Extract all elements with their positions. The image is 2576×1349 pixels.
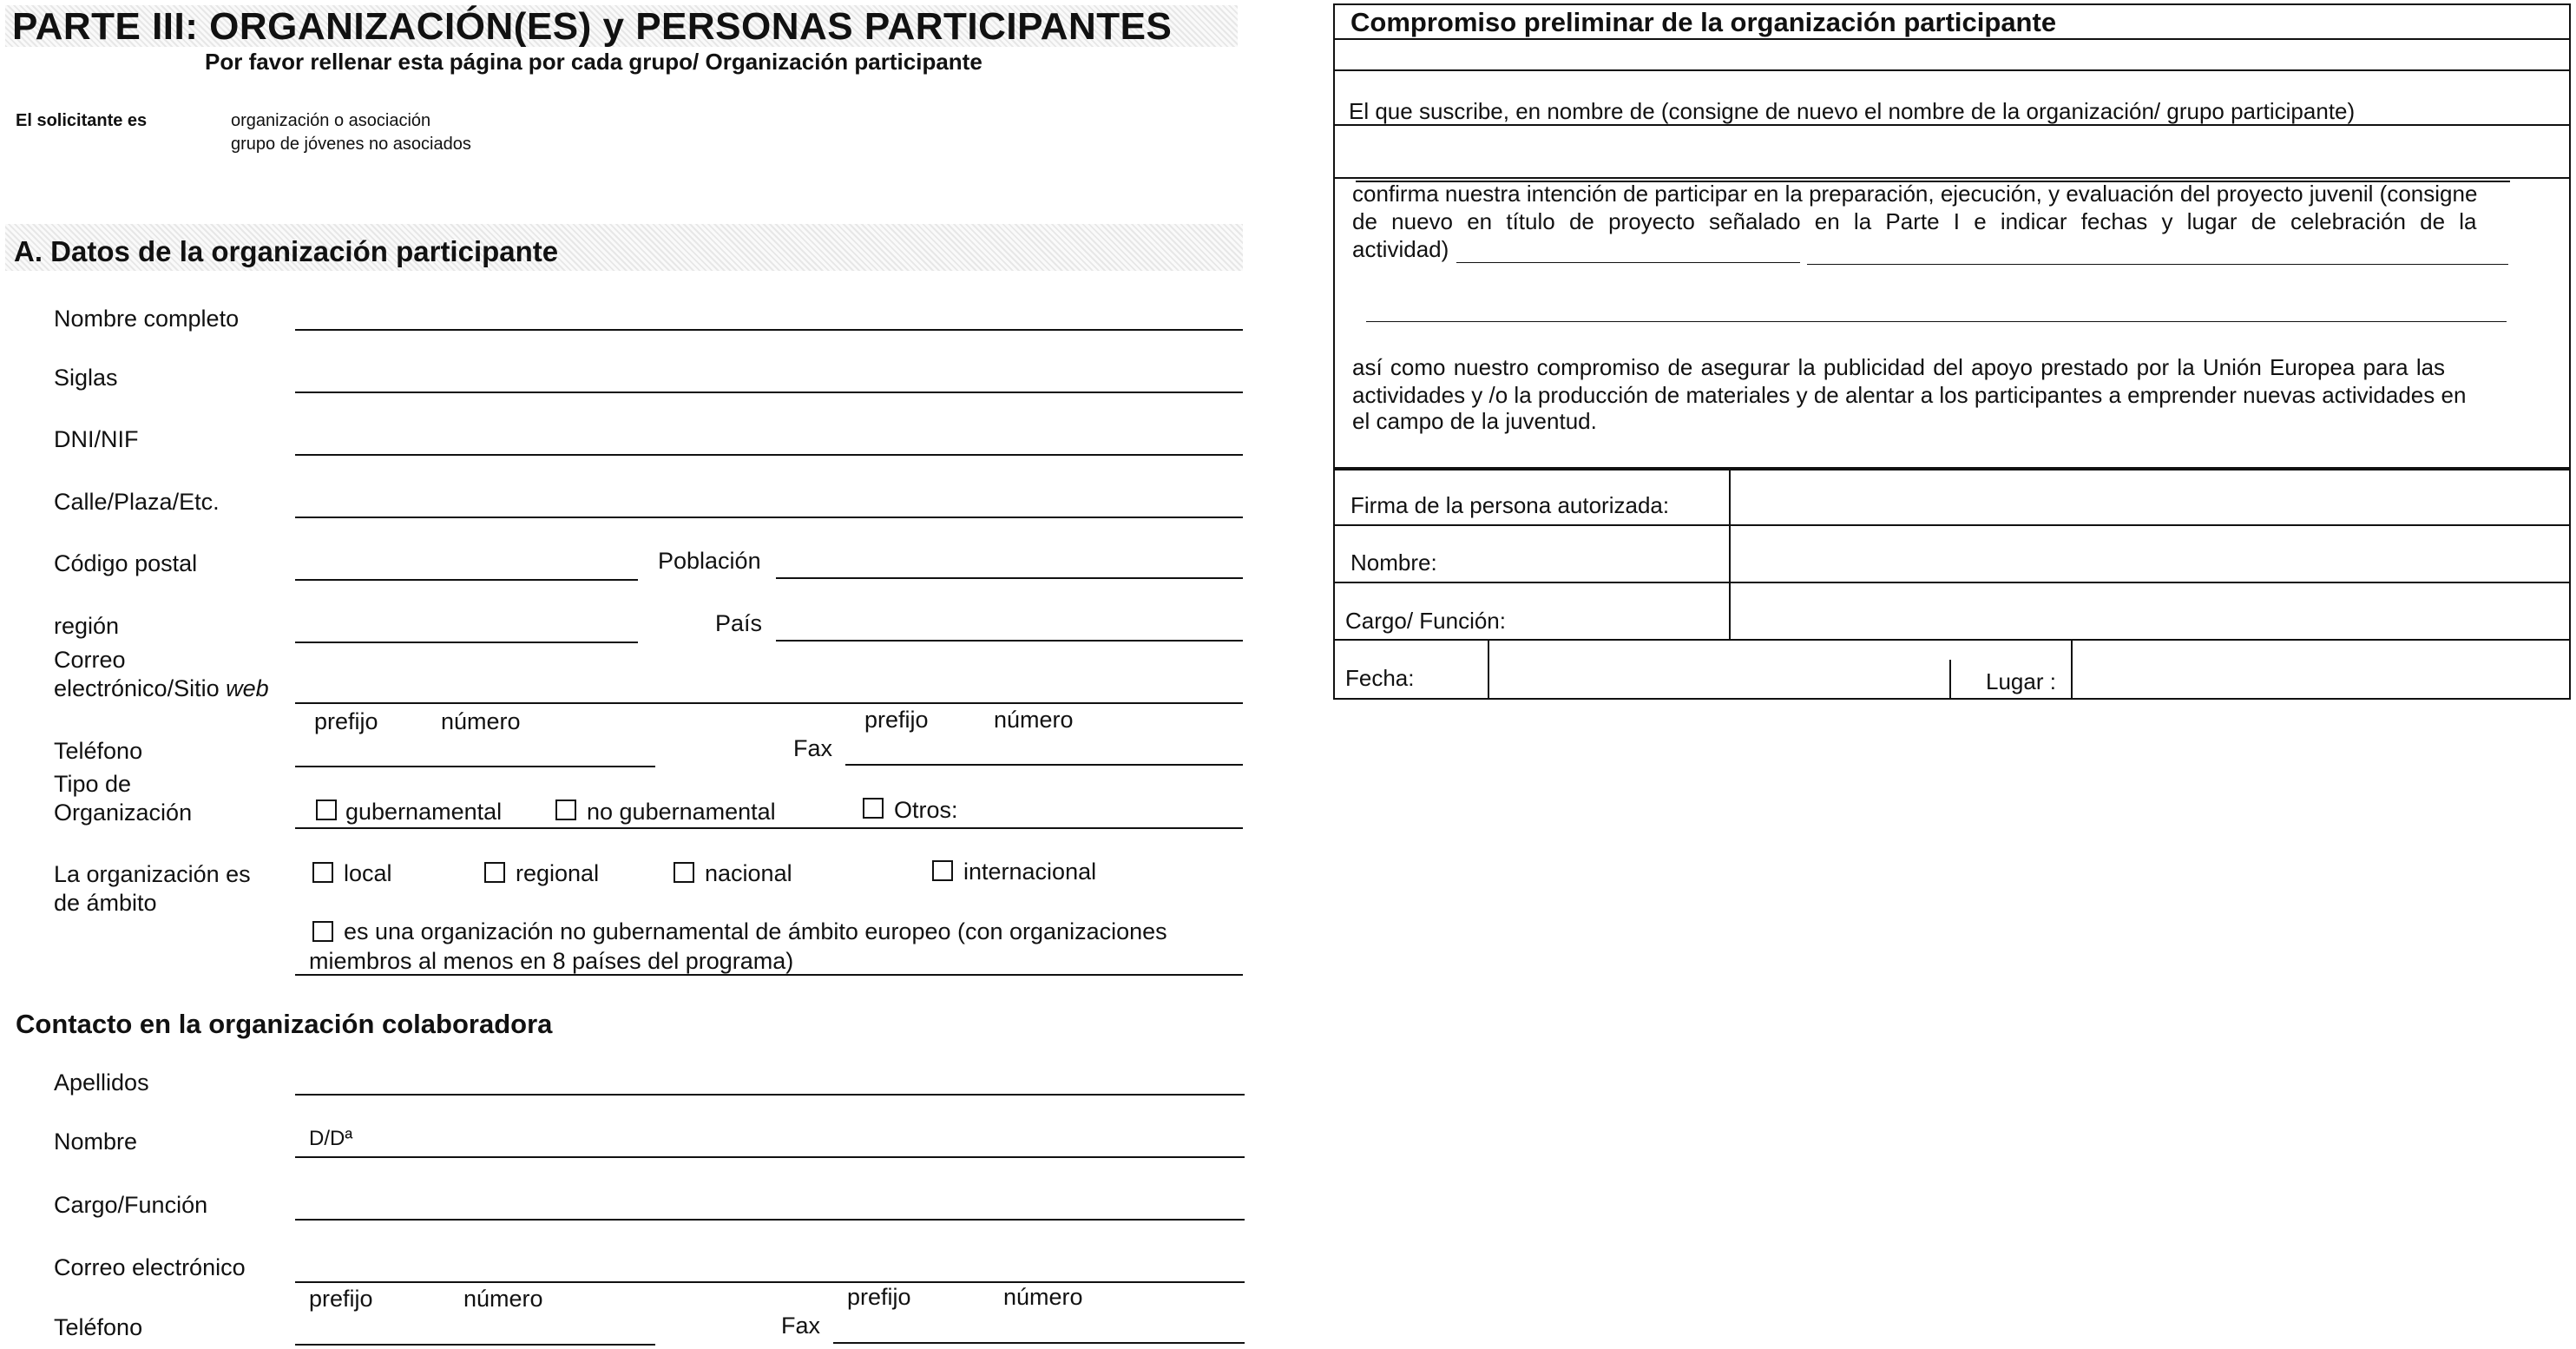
checkbox-internacional[interactable] (932, 860, 953, 881)
input-pais[interactable] (776, 640, 1243, 642)
input-correo-web[interactable] (295, 702, 1243, 704)
commitment-divider-1 (1333, 38, 2571, 40)
input-signer-nombre[interactable] (1732, 528, 2567, 580)
label-dd: D/Dª (309, 1127, 353, 1150)
label-siglas: Siglas (54, 365, 118, 391)
label-ambito-line2: de ámbito (54, 890, 157, 916)
label-telefono: Teléfono (54, 738, 143, 764)
input-apellidos[interactable] (295, 1094, 1245, 1096)
input-poblacion[interactable] (776, 577, 1243, 579)
label-lugar: Lugar : (1986, 668, 2056, 694)
signature-row-divider-2 (1333, 582, 2571, 583)
section-a-title: A. Datos de la organización participante (14, 235, 559, 267)
label-signer-nombre: Nombre: (1350, 549, 1437, 576)
checkbox-nacional[interactable] (674, 862, 694, 883)
label-contact-cargo: Cargo/Función (54, 1192, 208, 1218)
lugar-col-divider-1 (1949, 660, 1951, 700)
input-nombre-completo[interactable] (295, 329, 1243, 331)
input-lugar[interactable] (2074, 642, 2567, 698)
label-tel-numero: número (441, 708, 521, 734)
input-project-title-3[interactable] (1366, 321, 2507, 322)
applicant-option-youth-group[interactable]: grupo de jóvenes no asociados (231, 135, 471, 154)
input-contact-telefono[interactable] (295, 1344, 655, 1346)
label-contact-telefono: Teléfono (54, 1314, 143, 1340)
label-apellidos: Apellidos (54, 1069, 149, 1096)
label-contact-tel-numero: número (463, 1286, 543, 1312)
input-telefono[interactable] (295, 766, 655, 767)
input-siglas[interactable] (295, 392, 1243, 393)
input-contact-nombre[interactable] (295, 1156, 1245, 1158)
commitment-divider-4 (1333, 177, 2571, 179)
checkbox-europeo[interactable] (312, 921, 333, 942)
label-contact-fax-prefijo: prefijo (847, 1284, 911, 1310)
commitment-para2-l3: el campo de la juventud. (1352, 408, 1597, 434)
label-firma: Firma de la persona autorizada: (1350, 492, 1670, 518)
label-pais: País (715, 610, 763, 636)
label-codigo-postal: Código postal (54, 550, 198, 576)
europeo-underline (295, 974, 1243, 976)
label-fax-numero: número (994, 707, 1074, 733)
label-internacional: internacional (963, 859, 1097, 885)
label-poblacion: Población (658, 548, 761, 574)
label-correo-text: electrónico/Sitio (54, 675, 220, 701)
label-europeo-line2: miembros al menos en 8 países del programa) (309, 948, 794, 974)
label-nacional: nacional (705, 860, 792, 886)
label-no-gubernamental: no gubernamental (587, 799, 776, 825)
checkbox-local[interactable] (312, 862, 333, 883)
signature-row-divider-3 (1333, 639, 2571, 641)
label-contact-correo: Correo electrónico (54, 1254, 246, 1280)
label-fecha: Fecha: (1345, 665, 1415, 691)
label-region: región (54, 613, 120, 639)
input-tipo-organizacion[interactable] (295, 827, 1243, 829)
checkbox-otros[interactable] (863, 798, 884, 819)
input-codigo-postal[interactable] (295, 579, 638, 581)
label-dni: DNI/NIF (54, 426, 139, 452)
lugar-col-divider-2 (2071, 639, 2073, 700)
label-local: local (344, 860, 392, 886)
input-dni[interactable] (295, 454, 1243, 456)
commitment-divider-3 (1333, 124, 2571, 126)
label-fax-prefijo: prefijo (864, 707, 929, 733)
label-gubernamental: gubernamental (345, 799, 503, 825)
commitment-para2-l2: actividades y /o la producción de materiales y de alentar a los participantes a emprender nuevas actividades en (1352, 382, 2467, 408)
label-contact-fax: Fax (781, 1313, 821, 1339)
signature-col-divider (1729, 467, 1731, 641)
label-contact-tel-prefijo: prefijo (309, 1286, 373, 1312)
label-fax: Fax (793, 735, 833, 761)
input-project-title-2[interactable] (1807, 264, 2508, 265)
commitment-line1: El que suscribe, en nombre de (consigne de nuevo el nombre de la organización/ grupo participante) (1349, 98, 2356, 124)
input-project-title-1[interactable] (1456, 262, 1800, 263)
label-correo-web: web (226, 675, 269, 701)
label-nombre-completo: Nombre completo (54, 306, 240, 332)
label-correo-line1: Correo (54, 647, 126, 673)
label-tel-prefijo: prefijo (314, 708, 378, 734)
commitment-para1-l3: actividad) (1352, 236, 1449, 262)
commitment-para2-l1: así como nuestro compromiso de asegurar la publicidad del apoyo prestado por la Unión Europea para las (1352, 354, 2446, 380)
label-europeo-line1: es una organización no gubernamental de ámbito europeo (con organizaciones (344, 918, 1167, 944)
checkbox-no-gubernamental[interactable] (555, 800, 576, 820)
input-contact-cargo[interactable] (295, 1219, 1245, 1221)
commitment-para1-l2: de nuevo en título de proyecto señalado en la Parte I e indicar fechas y lugar de celebración de la (1352, 208, 2477, 234)
input-contact-correo[interactable] (295, 1281, 1245, 1283)
label-regional: regional (516, 860, 600, 886)
contact-title: Contacto en la organización colaboradora (16, 1009, 553, 1039)
input-firma[interactable] (1732, 471, 2567, 523)
commitment-divider-2 (1333, 69, 2571, 71)
commitment-title: Compromiso preliminar de la organización participante (1350, 7, 2057, 37)
label-tipo-line2: Organización (54, 800, 193, 826)
label-tipo-line1: Tipo de (54, 771, 132, 797)
label-correo-line2 (54, 675, 269, 702)
commitment-para1-l1: confirma nuestra intención de participar en la preparación, ejecución, y evaluación del proyecto juvenil (consigne (1352, 181, 2478, 207)
input-region[interactable] (295, 642, 638, 643)
applicant-option-organization[interactable]: organización o asociación (231, 111, 431, 130)
signature-row-divider-1 (1333, 524, 2571, 526)
label-signer-cargo: Cargo/ Función: (1345, 608, 1506, 634)
label-ambito-line1: La organización es (54, 861, 251, 887)
input-contact-fax[interactable] (833, 1342, 1245, 1344)
input-fecha[interactable] (1491, 642, 1944, 698)
input-fax[interactable] (845, 764, 1243, 766)
fecha-col-divider (1488, 639, 1489, 700)
page-title: PARTE III: ORGANIZACIÓN(ES) y PERSONAS PARTICIPANTES (12, 5, 1173, 48)
applicant-label: El solicitante es (16, 111, 148, 130)
label-contact-nombre: Nombre (54, 1129, 138, 1155)
checkbox-gubernamental[interactable] (316, 800, 337, 820)
input-signer-cargo[interactable] (1732, 585, 2567, 637)
input-calle[interactable] (295, 517, 1243, 518)
label-otros: Otros: (894, 797, 958, 823)
label-calle: Calle/Plaza/Etc. (54, 489, 220, 515)
checkbox-regional[interactable] (484, 862, 505, 883)
label-contact-fax-numero: número (1003, 1284, 1083, 1310)
page-subtitle: Por favor rellenar esta página por cada grupo/ Organización participante (205, 49, 982, 75)
